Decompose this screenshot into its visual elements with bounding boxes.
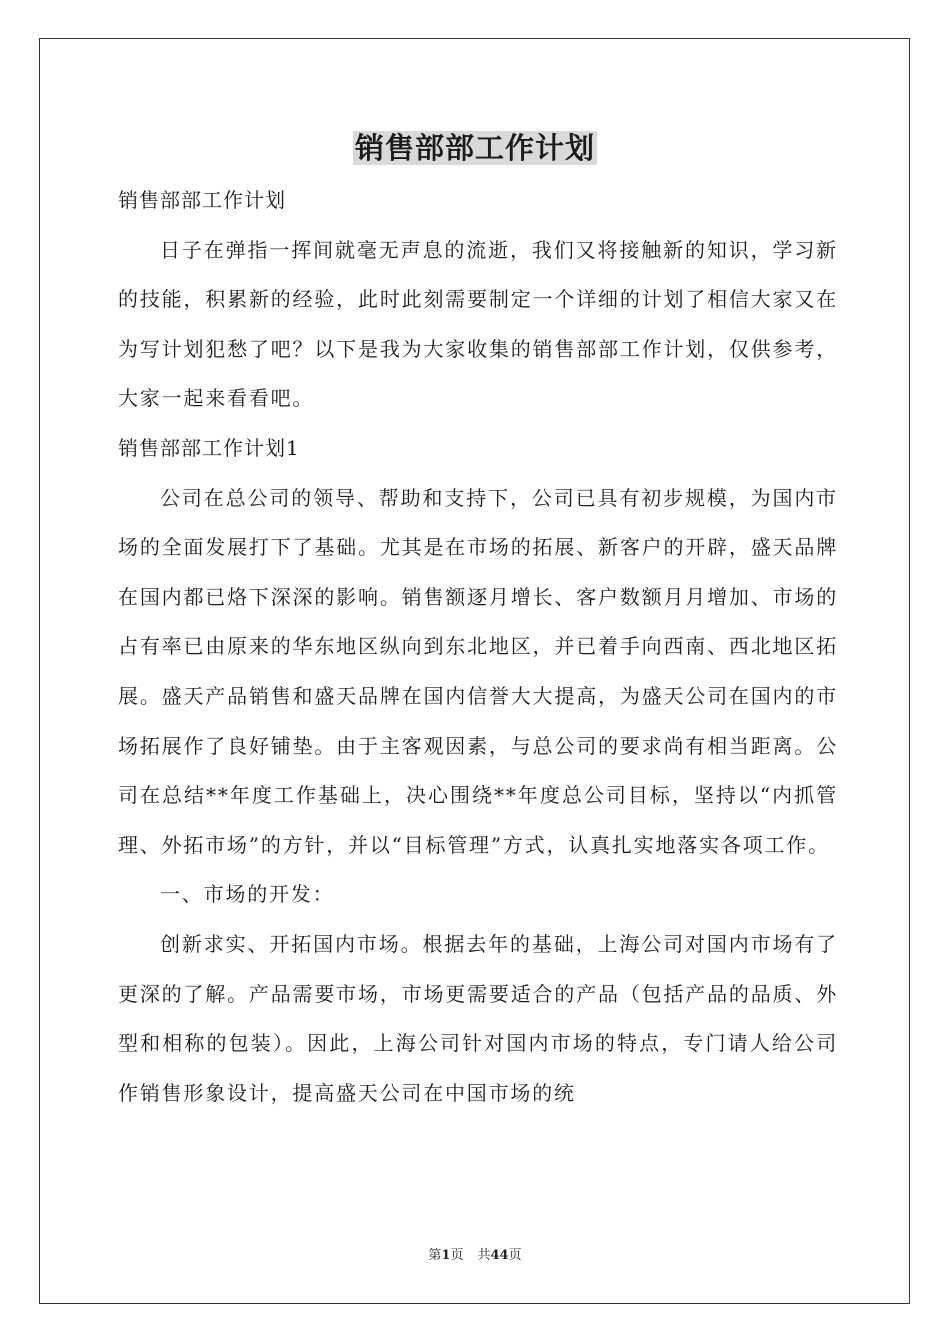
document-body xyxy=(118,176,838,1118)
subsection-heading: 一、市场的开发： xyxy=(160,882,335,907)
section-paragraph: 公司在总公司的领导、帮助和支持下，公司已具有初步规模，为国内市场的全面发展打下了基础。尤其是在市场的拓展、新客户的开辟，盛天品牌在国内都已烙下深深的影响。销售额逐月增长、客户数额月月增加、市场的占有率已由原来的华东地区纵向到东北地区，并已着手向西南、西北地区拓展。盛天产品销售和盛天品牌在国内信誉大大提高，为盛天公司在国内的市场拓展作了良好铺垫。由于主客观因素，与总公司的要求尚有相当距离。公司在总结**年度工作基础上，决心围绕**年度总公司目标，坚持以“内抓管理、外拓市场”的方针，并以“目标管理”方式，认真扎实地落实各项工作。 xyxy=(118,485,838,857)
total-prefix: 共 xyxy=(477,1248,491,1263)
document-title xyxy=(0,128,950,167)
subsection-paragraph: 创新求实、开拓国内市场。根据去年的基础，上海公司对国内市场有了更深的了解。产品需要市场，市场更需要适合的产品（包括产品的品质、外型和相称的包装）。因此，上海公司针对国内市场的特点，专门请人给公司作销售形象设计，提高盛天公司在中国市场的统 xyxy=(118,931,838,1105)
page-number: 1 xyxy=(441,1248,451,1263)
section-heading: 销售部部工作计划1 xyxy=(118,435,300,460)
total-suffix: 页 xyxy=(508,1248,522,1263)
page-total: 44 xyxy=(490,1248,509,1263)
intro-paragraph: 日子在弹指一挥间就毫无声息的流逝，我们又将接触新的知识，学习新的技能，积累新的经验，此时此刻需要制定一个详细的计划了相信大家又在为写计划犯愁了吧？以下是我为大家收集的销售部部工作计划，仅供参考，大家一起来看看吧。 xyxy=(118,237,838,411)
page-suffix: 页 xyxy=(450,1248,464,1263)
document-title-text: 销售部部工作计划 xyxy=(354,131,595,165)
page-footer xyxy=(0,1247,950,1265)
page-prefix: 第 xyxy=(428,1248,442,1263)
document-subtitle: 销售部部工作计划 xyxy=(118,188,286,212)
